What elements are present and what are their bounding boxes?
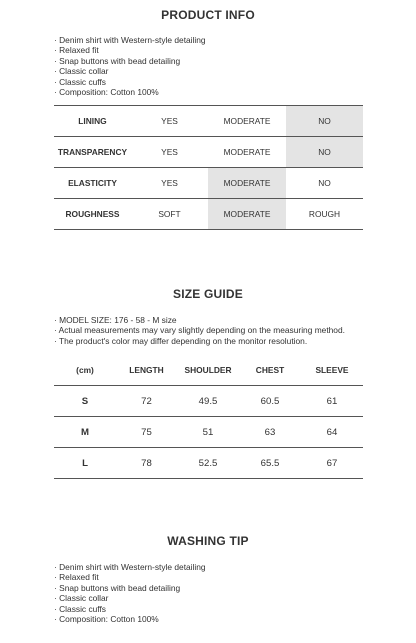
list-item: · MODEL SIZE: 176 - 58 - M size (54, 315, 345, 325)
column-header: SLEEVE (301, 355, 363, 386)
fabric-properties-table (54, 105, 363, 230)
row-label: ELASTICITY (54, 168, 131, 199)
table-cell: 49.5 (177, 386, 239, 417)
list-item: · Snap buttons with bead detailing (54, 583, 206, 593)
row-label: TRANSPARENCY (54, 137, 131, 168)
list-item: · Actual measurements may vary slightly depending on the measuring method. (54, 325, 345, 335)
list-item: · Relaxed fit (54, 45, 206, 55)
list-item: · Classic cuffs (54, 77, 206, 87)
option-cell: ROUGH (286, 199, 363, 230)
option-cell-selected: NO (286, 137, 363, 168)
table-cell: 51 (177, 417, 239, 448)
washing-tip-bullets (54, 562, 206, 624)
column-header: SHOULDER (177, 355, 239, 386)
size-label: S (54, 386, 116, 417)
option-cell: SOFT (131, 199, 208, 230)
table-row (54, 137, 363, 168)
row-label: LINING (54, 106, 131, 137)
option-cell: MODERATE (208, 106, 286, 137)
column-header: LENGTH (116, 355, 177, 386)
option-cell: YES (131, 106, 208, 137)
list-item: · Classic cuffs (54, 604, 206, 614)
option-cell-selected: NO (286, 106, 363, 137)
table-cell: 61 (301, 386, 363, 417)
list-item: · Classic collar (54, 66, 206, 76)
size-guide-notes (54, 315, 345, 346)
table-cell: 63 (239, 417, 301, 448)
table-row (54, 106, 363, 137)
table-row (54, 417, 363, 448)
column-header: CHEST (239, 355, 301, 386)
table-cell: 64 (301, 417, 363, 448)
column-header: (cm) (54, 355, 116, 386)
list-item: · Snap buttons with bead detailing (54, 56, 206, 66)
size-label: M (54, 417, 116, 448)
size-guide-title: SIZE GUIDE (172, 287, 243, 301)
size-label: L (54, 448, 116, 479)
table-cell: 75 (116, 417, 177, 448)
option-cell-selected: MODERATE (208, 199, 286, 230)
option-cell: MODERATE (208, 137, 286, 168)
table-row (54, 448, 363, 479)
list-item: · Denim shirt with Western-style detailing (54, 562, 206, 572)
table-cell: 78 (116, 448, 177, 479)
list-item: · The product's color may differ depending on the monitor resolution. (54, 336, 345, 346)
size-guide-table (54, 355, 363, 479)
list-item: · Classic collar (54, 593, 206, 603)
product-info-bullets (54, 35, 206, 97)
option-cell: NO (286, 168, 363, 199)
table-cell: 67 (301, 448, 363, 479)
table-row (54, 168, 363, 199)
washing-tip-title: WASHING TIP (167, 534, 249, 548)
table-row (54, 386, 363, 417)
table-cell: 65.5 (239, 448, 301, 479)
table-cell: 52.5 (177, 448, 239, 479)
list-item: · Denim shirt with Western-style detailing (54, 35, 206, 45)
product-info-title: PRODUCT INFO (161, 8, 255, 22)
list-item: · Composition: Cotton 100% (54, 87, 206, 97)
table-row (54, 199, 363, 230)
option-cell: YES (131, 137, 208, 168)
row-label: ROUGHNESS (54, 199, 131, 230)
table-cell: 72 (116, 386, 177, 417)
table-cell: 60.5 (239, 386, 301, 417)
option-cell: YES (131, 168, 208, 199)
list-item: · Composition: Cotton 100% (54, 614, 206, 624)
option-cell-selected: MODERATE (208, 168, 286, 199)
table-header-row (54, 355, 363, 386)
list-item: · Relaxed fit (54, 572, 206, 582)
